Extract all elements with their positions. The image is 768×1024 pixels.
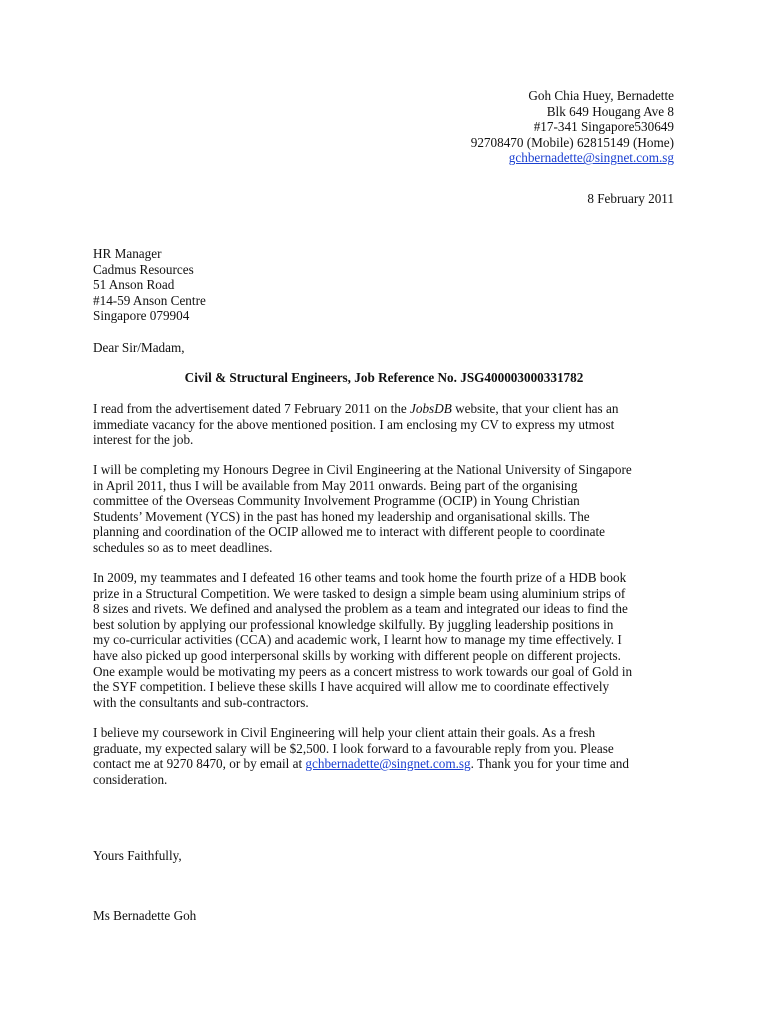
paragraph-1-line: immediate vacancy for the above mentioned position. I am enclosing my CV to express my utmost <box>93 416 615 432</box>
paragraph-3-line: 8 sizes and rivets. We defined and analysed the problem as a team and integrated our ideas to find the <box>93 601 628 617</box>
paragraph-3-line: the SYF competition. I believe these skills I have acquired will allow me to coordinate effectively <box>93 679 610 695</box>
recipient-street: 51 Anson Road <box>93 277 175 293</box>
paragraph-4-line: graduate, my expected salary will be $2,500. I look forward to a favourable reply from you. Please <box>93 740 614 756</box>
paragraph-2-line: planning and coordination of the OCIP allowed me to interact with different people to coordinate <box>93 524 605 540</box>
paragraph-3-line: prize in a Structural Competition. We were tasked to design a simple beam using aluminium strips of <box>93 585 626 601</box>
text-span: I read from the advertisement dated 7 February 2011 on the <box>93 401 411 416</box>
recipient-city: Singapore 079904 <box>93 308 190 324</box>
sender-address-line1: Blk 649 Hougang Ave 8 <box>546 103 674 119</box>
recipient-unit: #14-59 Anson Centre <box>93 292 206 308</box>
signature-name: Ms Bernadette Goh <box>93 908 197 923</box>
paragraph-2 <box>93 462 677 556</box>
subject-line: Civil & Structural Engineers, Job Reference No. JSG400003000331782 <box>184 370 584 385</box>
text-span: . Thank you for your time and <box>470 756 629 772</box>
paragraph-3-line: One example would be motivating my peers as a concert mistress to work towards our goal of Gold in <box>93 663 633 679</box>
paragraph-4 <box>93 725 677 787</box>
paragraph-2-line: committee of the Overseas Community Involvement Programme (OCIP) in Young Christian <box>93 493 580 509</box>
paragraph-3-line: have also picked up good interpersonal skills by working with different people on different projects. <box>93 647 621 663</box>
jobsdb-italic: JobsDB <box>410 401 452 416</box>
paragraph-3-line: In 2009, my teammates and I defeated 16 other teams and took home the fourth prize of a HDB book <box>93 570 627 585</box>
paragraph-1-line: interest for the job. <box>93 432 194 448</box>
body-email-link[interactable]: gchbernadette@singnet.com.sg <box>305 756 471 772</box>
paragraph-2-line: I will be completing my Honours Degree in Civil Engineering at the National University of Singapore <box>93 462 632 477</box>
paragraph-4-line: consideration. <box>93 771 168 787</box>
paragraph-1-line <box>93 401 677 417</box>
sender-name: Goh Chia Huey, Bernadette <box>528 88 674 103</box>
recipient-company: Cadmus Resources <box>93 261 194 277</box>
paragraph-2-line: Students’ Movement (YCS) in the past has honed my leadership and organisational skills. The <box>93 508 590 524</box>
closing: Yours Faithfully, <box>93 848 182 863</box>
paragraph-4-line: I believe my coursework in Civil Engineering will help your client attain their goals. As a fresh <box>93 725 596 740</box>
paragraph-2-line: schedules so as to meet deadlines. <box>93 539 273 555</box>
paragraph-4-line <box>93 756 677 772</box>
sender-phones: 92708470 (Mobile) 62815149 (Home) <box>470 134 674 150</box>
text-span: website, that your client has an <box>451 401 619 416</box>
paragraph-3-line: with the consultants and sub-contractors. <box>93 694 309 710</box>
sender-email-link[interactable]: gchbernadette@singnet.com.sg <box>508 150 674 166</box>
paragraph-3 <box>93 570 677 710</box>
paragraph-3-line: my co-curricular activities (CCA) and academic work, I learnt how to manage my time effectively. I <box>93 632 622 648</box>
text-span: contact me at 9270 8470, or by email at <box>93 756 306 772</box>
letter-date: 8 February 2011 <box>587 191 674 206</box>
sender-block <box>471 88 674 166</box>
recipient-block <box>93 246 206 324</box>
salutation: Dear Sir/Madam, <box>93 340 185 355</box>
recipient-title: HR Manager <box>93 246 162 261</box>
paragraph-3-line: best solution by applying our professional knowledge skilfully. By juggling leadership positions in <box>93 616 614 632</box>
paragraph-1 <box>93 401 677 448</box>
sender-address-line2: #17-341 Singapore530649 <box>533 119 674 135</box>
paragraph-2-line: in April 2011, thus I will be available from May 2011 onwards. Being part of the organising <box>93 477 578 493</box>
